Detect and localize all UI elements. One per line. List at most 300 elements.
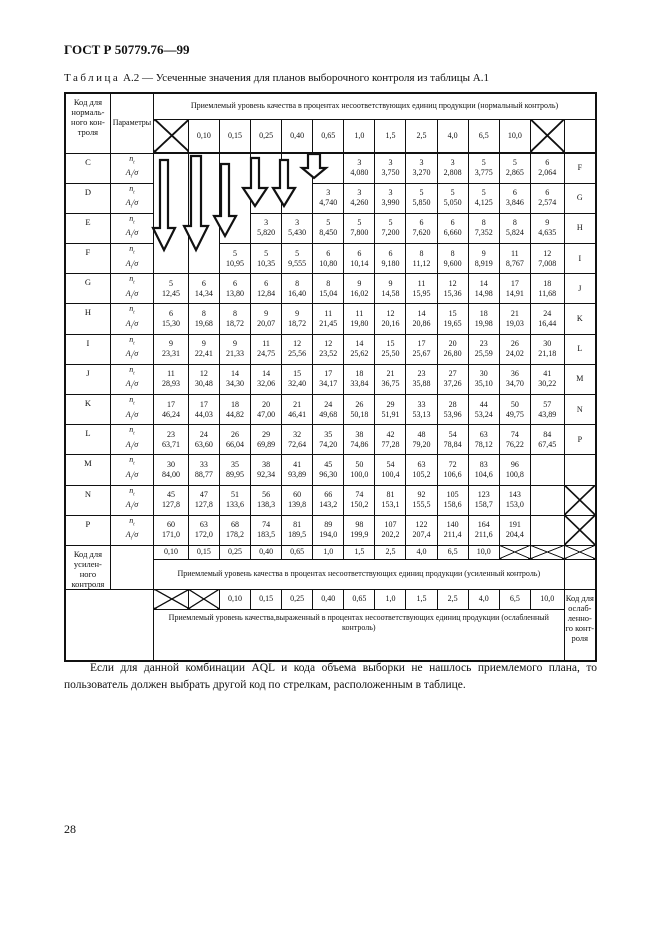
acceptance-constant: 158,6: [443, 500, 462, 510]
plan-cell: [375, 364, 406, 394]
param-sigma: /σ: [131, 439, 139, 449]
param-sub: t: [130, 476, 132, 482]
acceptance-constant: 7,620: [412, 228, 431, 238]
reduced-code: K: [564, 304, 596, 334]
acceptance-constant: 9,600: [443, 258, 462, 268]
plan-cell: [251, 455, 282, 485]
reduced-aql: 10,0: [530, 589, 564, 609]
sample-size: 54: [448, 429, 457, 439]
param-sub: t: [130, 265, 132, 271]
sample-size: 33: [199, 459, 208, 469]
sample-size: 12: [448, 278, 457, 288]
crossed-cell: [564, 485, 596, 515]
plan-cell: [219, 425, 250, 455]
reduced-code: F: [564, 153, 596, 183]
sample-size: 21: [510, 309, 519, 319]
param-sub: t: [133, 431, 135, 437]
plan-cell: [188, 364, 219, 394]
sample-size: 83: [479, 459, 488, 469]
acceptance-constant: 100,4: [381, 469, 400, 479]
acceptance-constant: 12,84: [257, 288, 276, 298]
plan-cell: [406, 485, 437, 515]
acceptance-constant: 202,2: [381, 530, 400, 540]
acceptance-constant: 43,89: [538, 409, 557, 419]
acceptance-constant: 19,65: [443, 319, 462, 329]
plan-cell: [499, 304, 530, 334]
reduced-code-header: Код для ослаб-ленно-го конт-роля: [564, 589, 596, 661]
plan-cell: [406, 274, 437, 304]
acceptance-constant: 84,00: [161, 469, 180, 479]
plan-cell: [530, 364, 564, 394]
arrow-cell: [251, 183, 282, 213]
param-a: A: [125, 319, 131, 329]
sample-size: 30: [166, 459, 175, 469]
reduced-code: M: [564, 364, 596, 394]
tightened-aql: 0,25: [219, 545, 250, 559]
reduced-aql: 0,15: [251, 589, 282, 609]
sample-size: 6: [357, 248, 362, 258]
plan-cell: [219, 395, 250, 425]
empty-cell: [564, 559, 596, 589]
plan-cell: [251, 395, 282, 425]
sample-size: 63: [479, 429, 488, 439]
sample-size: 54: [386, 459, 395, 469]
param-sub: t: [133, 341, 135, 347]
sample-size: 12: [386, 309, 395, 319]
plan-cell: [344, 395, 375, 425]
sample-size: 24: [324, 399, 333, 409]
acceptance-constant: 30,22: [538, 379, 557, 389]
plan-cell: [499, 213, 530, 243]
sample-size: 11: [167, 369, 175, 379]
acceptance-constant: 139,8: [288, 500, 307, 510]
plan-cell: [282, 304, 313, 334]
param-a: A: [125, 198, 131, 208]
acceptance-constant: 105,2: [412, 469, 431, 479]
sample-size: 45: [324, 459, 333, 469]
plan-cell: [344, 364, 375, 394]
sample-size: 24: [199, 429, 208, 439]
plan-cell: [406, 334, 437, 364]
sample-size: 18: [230, 399, 239, 409]
plan-cell: [468, 455, 499, 485]
param-n: n: [129, 244, 134, 254]
param-n: n: [129, 395, 134, 404]
sample-size: 107: [384, 520, 397, 530]
param-sub: t: [130, 536, 132, 542]
plan-cell: [437, 485, 468, 515]
sample-size: 143: [508, 490, 521, 500]
acceptance-constant: 9,180: [381, 258, 400, 268]
plan-cell: [499, 244, 530, 274]
sample-size: 6: [450, 218, 455, 228]
acceptance-constant: 49,75: [505, 409, 524, 419]
plan-cell: [188, 485, 219, 515]
acceptance-constant: 16,44: [538, 319, 557, 329]
acceptance-constant: 74,20: [319, 439, 338, 449]
acceptance-constant: 76,22: [505, 439, 524, 449]
acceptance-constant: 104,6: [474, 469, 493, 479]
param-sub: t: [133, 160, 135, 166]
plan-cell: [219, 304, 250, 334]
aql-header: 0,25: [251, 119, 282, 153]
acceptance-constant: 150,2: [350, 500, 369, 510]
plan-cell: [251, 244, 282, 274]
param-a: A: [125, 469, 131, 479]
sample-size: 29: [262, 429, 271, 439]
param-sigma: /σ: [131, 530, 139, 540]
param-sub: t: [130, 386, 132, 391]
plan-cell: [344, 183, 375, 213]
param-sigma: /σ: [131, 469, 139, 479]
plan-cell: [375, 485, 406, 515]
plan-cell: [375, 515, 406, 545]
acceptance-constant: 25,56: [288, 349, 307, 359]
acceptance-constant: 19,68: [194, 319, 213, 329]
param-n: n: [129, 153, 134, 163]
plan-cell: [219, 485, 250, 515]
plan-cell: [406, 304, 437, 334]
sample-size: 8: [450, 248, 455, 258]
sample-size: 105: [446, 490, 459, 500]
sample-size: 20: [262, 399, 271, 409]
sample-size: 74: [355, 490, 364, 500]
plan-cell: [406, 153, 437, 183]
params-header: Параметры: [110, 93, 153, 153]
plan-cell: [406, 455, 437, 485]
params-cell: [110, 455, 153, 485]
param-sigma: /σ: [131, 379, 139, 389]
plan-cell: [499, 364, 530, 394]
plan-cell: [282, 515, 313, 545]
sample-size: 30: [543, 339, 552, 349]
params-cell: [110, 395, 153, 425]
acceptance-constant: 21,33: [225, 349, 244, 359]
sample-size: 42: [386, 429, 395, 439]
row-code: H: [65, 304, 110, 334]
acceptance-constant: 7,800: [350, 228, 369, 238]
params-cell: [110, 274, 153, 304]
plan-cell: [468, 244, 499, 274]
plan-cell: [251, 334, 282, 364]
plan-cell: [251, 515, 282, 545]
sample-size: 17: [417, 339, 426, 349]
sample-size: 26: [230, 429, 239, 439]
param-sigma: /σ: [131, 500, 139, 510]
acceptance-constant: 69,89: [257, 439, 276, 449]
arrow-cell: [313, 153, 344, 183]
row-code: D: [65, 183, 110, 213]
params-cell: [110, 213, 153, 243]
aql-header: 0,65: [313, 119, 344, 153]
plan-cell: [499, 183, 530, 213]
plan-cell: [282, 244, 313, 274]
crossed-cell: [564, 545, 596, 559]
acceptance-constant: 25,50: [381, 349, 400, 359]
plan-cell: [530, 274, 564, 304]
acceptance-constant: 32,06: [257, 379, 276, 389]
sample-size: 26: [510, 339, 519, 349]
reduced-code: P: [564, 425, 596, 455]
plan-cell: [437, 364, 468, 394]
acceptance-constant: 16,02: [350, 288, 369, 298]
sample-size: 11: [324, 309, 333, 319]
tightened-aql: 0,10: [154, 545, 189, 559]
param-a: A: [125, 409, 131, 419]
param-sigma: /σ: [131, 349, 139, 359]
acceptance-constant: 183,5: [257, 530, 276, 540]
row-code: L: [65, 425, 110, 455]
plan-cell: [437, 425, 468, 455]
sample-size: 41: [293, 459, 302, 469]
acceptance-constant: 96,30: [319, 469, 338, 479]
acceptance-constant: 46,41: [288, 409, 307, 419]
sample-size: 23: [479, 339, 488, 349]
sample-size: 5: [450, 188, 455, 198]
acceptance-constant: 20,86: [412, 319, 431, 329]
param-n: n: [129, 425, 134, 435]
tightened-aql: 4,0: [406, 545, 437, 559]
param-a: A: [125, 500, 131, 510]
acceptance-constant: 34,17: [319, 379, 338, 389]
plan-cell: [375, 425, 406, 455]
param-a: A: [125, 530, 131, 540]
sample-size: 66: [324, 490, 333, 500]
empty-cell: [530, 455, 564, 485]
acceptance-constant: 14,91: [505, 288, 524, 298]
acceptance-constant: 44,03: [194, 409, 213, 419]
sample-size: 8: [232, 309, 237, 319]
sample-size: 5: [481, 188, 486, 198]
param-sub: t: [133, 522, 135, 528]
plan-cell: [251, 485, 282, 515]
reduced-aql: 0,65: [344, 589, 375, 609]
arrow-cell: [154, 153, 189, 183]
acceptance-constant: 3,846: [505, 198, 524, 208]
crossed-cell: [564, 515, 596, 545]
acceptance-constant: 178,2: [225, 530, 244, 540]
params-cell: [110, 183, 153, 213]
plan-cell: [313, 395, 344, 425]
sample-size: 18: [543, 278, 552, 288]
standard-header: ГОСТ Р 50779.76—99: [64, 42, 190, 57]
sample-size: 5: [264, 248, 269, 258]
row-code: F: [65, 244, 110, 274]
acceptance-constant: 3,775: [474, 168, 493, 178]
acceptance-constant: 11,12: [412, 258, 431, 268]
plan-cell: [344, 304, 375, 334]
plan-cell: [375, 153, 406, 183]
row-code: M: [65, 455, 110, 485]
acceptance-constant: 158,7: [474, 500, 493, 510]
acceptance-constant: 5,430: [288, 228, 307, 238]
acceptance-constant: 33,84: [350, 379, 369, 389]
plan-cell: [375, 334, 406, 364]
caption-text: А.2 — Усеченные значения для планов выборочного контроля из таблицы А.1: [120, 72, 489, 84]
sample-size: 63: [199, 520, 208, 530]
arrow-cell: [251, 153, 282, 183]
plan-cell: [313, 304, 344, 334]
plan-cell: [313, 334, 344, 364]
sample-size: 36: [510, 369, 519, 379]
blank: [65, 609, 110, 661]
acceptance-constant: 51,91: [381, 409, 400, 419]
sample-size: 6: [545, 158, 550, 168]
plan-cell: [499, 515, 530, 545]
sample-size: 8: [201, 309, 206, 319]
sample-size: 14: [262, 369, 271, 379]
plan-cell: [468, 364, 499, 394]
sample-size: 6: [388, 248, 393, 258]
reduced-aql: 1,0: [375, 589, 406, 609]
sample-size: 38: [262, 459, 271, 469]
sample-size: 3: [388, 188, 393, 198]
blank: [65, 589, 110, 609]
tightened-aql: 2,5: [375, 545, 406, 559]
plan-cell: [282, 455, 313, 485]
sample-size: 6: [232, 278, 237, 288]
sample-size: 5: [168, 278, 173, 288]
acceptance-constant: 100,0: [350, 469, 369, 479]
plan-cell: [154, 274, 189, 304]
sample-size: 6: [264, 278, 269, 288]
acceptance-constant: 13,80: [225, 288, 244, 298]
sample-size: 9: [481, 248, 486, 258]
param-a: A: [125, 288, 131, 298]
param-a: A: [125, 258, 131, 268]
arrow-cell: [188, 183, 219, 213]
acceptance-constant: 14,34: [194, 288, 213, 298]
params-cell: [110, 304, 153, 334]
reduced-code: J: [564, 274, 596, 304]
sample-size: 24: [543, 309, 552, 319]
plan-cell: [375, 455, 406, 485]
acceptance-constant: 24,75: [257, 349, 276, 359]
plan-cell: [406, 244, 437, 274]
sample-size: 5: [512, 158, 517, 168]
param-sub: t: [133, 250, 135, 256]
plan-cell: [313, 455, 344, 485]
plan-cell: [437, 183, 468, 213]
acceptance-constant: 207,4: [412, 530, 431, 540]
plan-cell: [188, 455, 219, 485]
sample-size: 3: [419, 158, 424, 168]
row-code: N: [65, 485, 110, 515]
sample-size: 9: [545, 218, 550, 228]
sample-size: 6: [419, 218, 424, 228]
reduced-aql: 0,10: [219, 589, 250, 609]
acceptance-constant: 10,35: [257, 258, 276, 268]
acceptance-constant: 153,0: [505, 500, 524, 510]
sample-size: 191: [508, 520, 521, 530]
acceptance-constant: 19,03: [505, 319, 524, 329]
plan-cell: [344, 244, 375, 274]
arrow-cell: [188, 213, 219, 243]
acceptance-constant: 63,71: [161, 439, 180, 449]
plan-cell: [375, 213, 406, 243]
sample-size: 12: [199, 369, 208, 379]
acceptance-constant: 77,28: [381, 439, 400, 449]
tightened-aql-title: Приемлемый уровень качества в процентах несоответствующих единиц продукции (усиленный контроль): [154, 559, 565, 589]
acceptance-constant: 16,40: [288, 288, 307, 298]
param-sigma: /σ: [131, 228, 139, 238]
sample-size: 11: [510, 248, 519, 258]
tightened-aql: 1,5: [344, 545, 375, 559]
param-a: A: [125, 228, 131, 238]
tightened-aql: 6,5: [437, 545, 468, 559]
param-sigma: /σ: [131, 409, 139, 419]
tightened-aql: 1,0: [313, 545, 344, 559]
plan-cell: [530, 244, 564, 274]
plan-cell: [406, 515, 437, 545]
sample-size: 50: [510, 399, 519, 409]
plan-cell: [344, 153, 375, 183]
param-n: n: [129, 485, 134, 495]
param-sub: t: [133, 492, 135, 498]
sample-size: 81: [293, 520, 302, 530]
param-sub: t: [130, 355, 132, 361]
plan-cell: [344, 213, 375, 243]
plan-cell: [188, 304, 219, 334]
acceptance-constant: 4,635: [538, 228, 557, 238]
plan-cell: [468, 213, 499, 243]
acceptance-constant: 20,16: [381, 319, 400, 329]
acceptance-constant: 74,86: [350, 439, 369, 449]
param-n: n: [129, 183, 134, 193]
param-a: A: [125, 349, 131, 359]
reduced-code: I: [564, 244, 596, 274]
sample-size: 27: [448, 369, 457, 379]
aql-header: 0,10: [188, 119, 219, 153]
plan-cell: [282, 395, 313, 425]
sample-size: 81: [386, 490, 395, 500]
tightened-aql: 0,15: [188, 545, 219, 559]
tightened-code: Код для усилен-ного контроля: [65, 545, 110, 589]
plan-cell: [499, 395, 530, 425]
plan-cell: [375, 395, 406, 425]
acceptance-constant: 7,352: [474, 228, 493, 238]
acceptance-constant: 23,52: [319, 349, 338, 359]
param-sub: t: [130, 446, 132, 452]
acceptance-constant: 30,48: [194, 379, 213, 389]
sample-size: 33: [417, 399, 426, 409]
plan-cell: [437, 455, 468, 485]
plan-cell: [282, 364, 313, 394]
acceptance-constant: 211,6: [474, 530, 493, 540]
sample-size: 17: [510, 278, 519, 288]
sample-size: 5: [232, 248, 237, 258]
params-cell: [110, 334, 153, 364]
param-sub: t: [133, 190, 135, 196]
acceptance-constant: 204,4: [505, 530, 524, 540]
sample-size: 3: [326, 188, 331, 198]
acceptance-constant: 11,68: [538, 288, 557, 298]
sample-size: 23: [166, 429, 175, 439]
acceptance-constant: 15,95: [412, 288, 431, 298]
param-sigma: /σ: [131, 198, 139, 208]
crossed-cell: [530, 119, 564, 153]
sample-size: 5: [357, 218, 362, 228]
acceptance-constant: 79,20: [412, 439, 431, 449]
plan-cell: [499, 274, 530, 304]
arrow-cell: [219, 183, 250, 213]
param-n: n: [129, 274, 134, 284]
acceptance-constant: 5,850: [412, 198, 431, 208]
plan-cell: [437, 274, 468, 304]
plan-cell: [313, 274, 344, 304]
sample-size: 41: [543, 369, 552, 379]
param-a: A: [125, 168, 131, 178]
